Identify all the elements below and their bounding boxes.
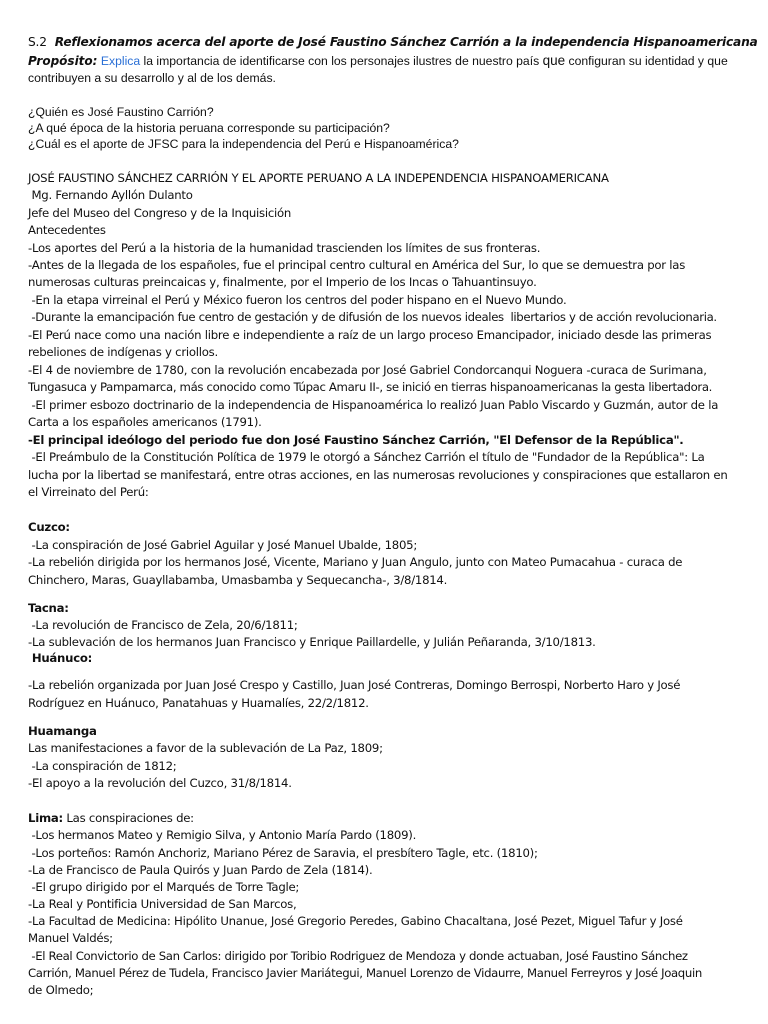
purpose-que: que: [542, 53, 566, 68]
tacna-line: -La sublevación de los hermanos Juan Francisco y Enrique Paillardelle, y Julián Peñaranda, 3/10/1813.: [28, 635, 596, 649]
cuzco-line: -La conspiración de José Gabriel Aguilar y José Manuel Ubalde, 1805;: [28, 538, 418, 552]
region-heading-tacna: Tacna:: [28, 601, 69, 615]
paragraph-line: Tungasuca y Pampamarca, más conocido como Túpac Amaru II-, se inició en tierras hispanoamericanas la gesta libertadora.: [28, 380, 713, 394]
region-heading-huamanga: Huamanga: [28, 724, 97, 738]
purpose-label: Propósito:: [28, 54, 98, 68]
section-title-text: Reflexionamos acerca del aporte de José Faustino Sánchez Carrión a la independencia Hispanoamericana: [54, 35, 758, 49]
lima-line: -Los hermanos Mateo y Remigio Silva, y Antonio María Pardo (1809).: [28, 828, 417, 842]
purpose-line: [28, 53, 750, 69]
lima-label: Lima:: [28, 811, 63, 825]
huamanga-line: -La conspiración de 1812;: [28, 759, 177, 773]
paragraph-line: Carta a los españoles americanos (1791).: [28, 415, 262, 429]
section-number: S.2: [28, 35, 47, 49]
lima-line: -La Facultad de Medicina: Hipólito Unanue, José Gregorio Peredes, Gabino Chacaltana, José Pezet, Miguel Tafur y José: [28, 914, 683, 928]
huamanga-line: Las manifestaciones a favor de la sublevación de La Paz, 1809;: [28, 741, 383, 755]
region-heading-lima: [28, 810, 750, 827]
paragraph-line: -Antes de la llegada de los españoles, fue el principal centro cultural en América del Sur, lo que se demuestra por las: [28, 258, 686, 272]
huanuco-line: Rodríguez en Huánuco, Panatahuas y Huamalíes, 22/2/1812.: [28, 696, 369, 710]
region-heading-huanuco: Huánuco:: [28, 651, 93, 665]
lima-line: -La Real y Pontificia Universidad de San Marcos,: [28, 897, 297, 911]
lima-line: -El grupo dirigido por el Marqués de Torre Tagle;: [28, 880, 300, 894]
lima-line: -Los porteños: Ramón Anchoriz, Mariano Pérez de Saravia, el presbítero Tagle, etc. (1810);: [28, 846, 538, 860]
lima-line: -El Real Convictorio de San Carlos: dirigido por Toribio Rodriguez de Mendoza y donde actuaban, José Faustino Sánchez: [28, 949, 688, 963]
preambulo-line: lucha por la libertad se manifestará, entre otras acciones, en las numerosas revoluciones y conspiraciones que estallaron en: [28, 468, 728, 482]
paragraph-line: numerosas culturas preincaicas y, finalmente, por el Imperio de los Incas o Tahuantinsuyo.: [28, 275, 537, 289]
tacna-line: -La revolución de Francisco de Zela, 20/6/1811;: [28, 618, 298, 632]
paragraph-line: rebeliones de indígenas y criollos.: [28, 345, 218, 359]
lima-line: Carrión, Manuel Pérez de Tudela, Francisco Javier Mariátegui, Manuel Lorenzo de Vidaurre, Manuel Ferreyros y José Joaquin: [28, 966, 702, 980]
cuzco-line: Chinchero, Maras, Guayllabamba, Umasbamba y Sequecancha-, 3/8/1814.: [28, 573, 448, 587]
purpose-link[interactable]: Explica: [100, 54, 141, 68]
purpose-text-2: configuran su identidad y que: [568, 54, 728, 68]
antecedentes-label: Antecedentes: [28, 223, 106, 237]
region-heading-cuzco: Cuzco:: [28, 520, 70, 534]
purpose-text-1: la importancia de identificarse con los personajes ilustres de nuestro país: [143, 54, 540, 68]
paragraph-line: -El 4 de noviembre de 1780, con la revolución encabezada por José Gabriel Condorcanqui Noguera -curaca de Surimana,: [28, 363, 707, 377]
lima-line: -La de Francisco de Paula Quirós y Juan Pardo de Zela (1814).: [28, 863, 373, 877]
lima-label-rest: Las conspiraciones de:: [62, 811, 194, 825]
preambulo-line: -El Preámbulo de la Constitución Política de 1979 le otorgó a Sánchez Carrión el título de "Fundador de la República": La: [28, 450, 705, 464]
question-2: ¿A qué época de la historia peruana corresponde su participación?: [28, 121, 390, 135]
question-1: ¿Quién es José Faustino Carrión?: [28, 105, 214, 119]
article-author: Mg. Fernando Ayllón Dulanto: [28, 188, 193, 202]
huanuco-line: -La rebelión organizada por Juan José Crespo y Castillo, Juan José Contreras, Domingo Berrospi, Norberto Haro y José: [28, 678, 681, 692]
ideologo-line: -El principal ideólogo del periodo fue don José Faustino Sánchez Carrión, "El Defensor de la República".: [28, 433, 684, 447]
paragraph-line: -Durante la emancipación fue centro de gestación y de difusión de los nuevos ideales libertarios y de acción revolucionaria.: [28, 310, 717, 324]
section-title: [28, 34, 758, 50]
question-3: ¿Cuál es el aporte de JFSC para la independencia del Perú e Hispanoamérica?: [28, 137, 459, 151]
purpose-line-2: contribuyen a su desarrollo y al de los demás.: [28, 71, 276, 85]
lima-line: Manuel Valdés;: [28, 931, 113, 945]
preambulo-line: el Virreinato del Perú:: [28, 485, 149, 499]
huamanga-line: -El apoyo a la revolución del Cuzco, 31/8/1814.: [28, 776, 292, 790]
paragraph-line: -El primer esbozo doctrinario de la independencia de Hispanoamérica lo realizó Juan Pablo Viscardo y Guzmán, autor de la: [28, 398, 719, 412]
cuzco-line: -La rebelión dirigida por los hermanos José, Vicente, Mariano y Juan Angulo, junto con Mateo Pumacahua - curaca de: [28, 555, 683, 569]
article-heading: JOSÉ FAUSTINO SÁNCHEZ CARRIÓN Y EL APORTE PERUANO A LA INDEPENDENCIA HISPANOAMERICANA: [28, 171, 609, 185]
paragraph-line: -Los aportes del Perú a la historia de la humanidad trascienden los límites de sus fronteras.: [28, 241, 541, 255]
lima-line: de Olmedo;: [28, 983, 94, 997]
paragraph-line: -El Perú nace como una nación libre e independiente a raíz de un largo proceso Emancipador, iniciado desde las primeras: [28, 328, 712, 342]
article-author-role: Jefe del Museo del Congreso y de la Inquisición: [28, 206, 292, 220]
paragraph-line: -En la etapa virreinal el Perú y México fueron los centros del poder hispano en el Nuevo Mundo.: [28, 293, 567, 307]
